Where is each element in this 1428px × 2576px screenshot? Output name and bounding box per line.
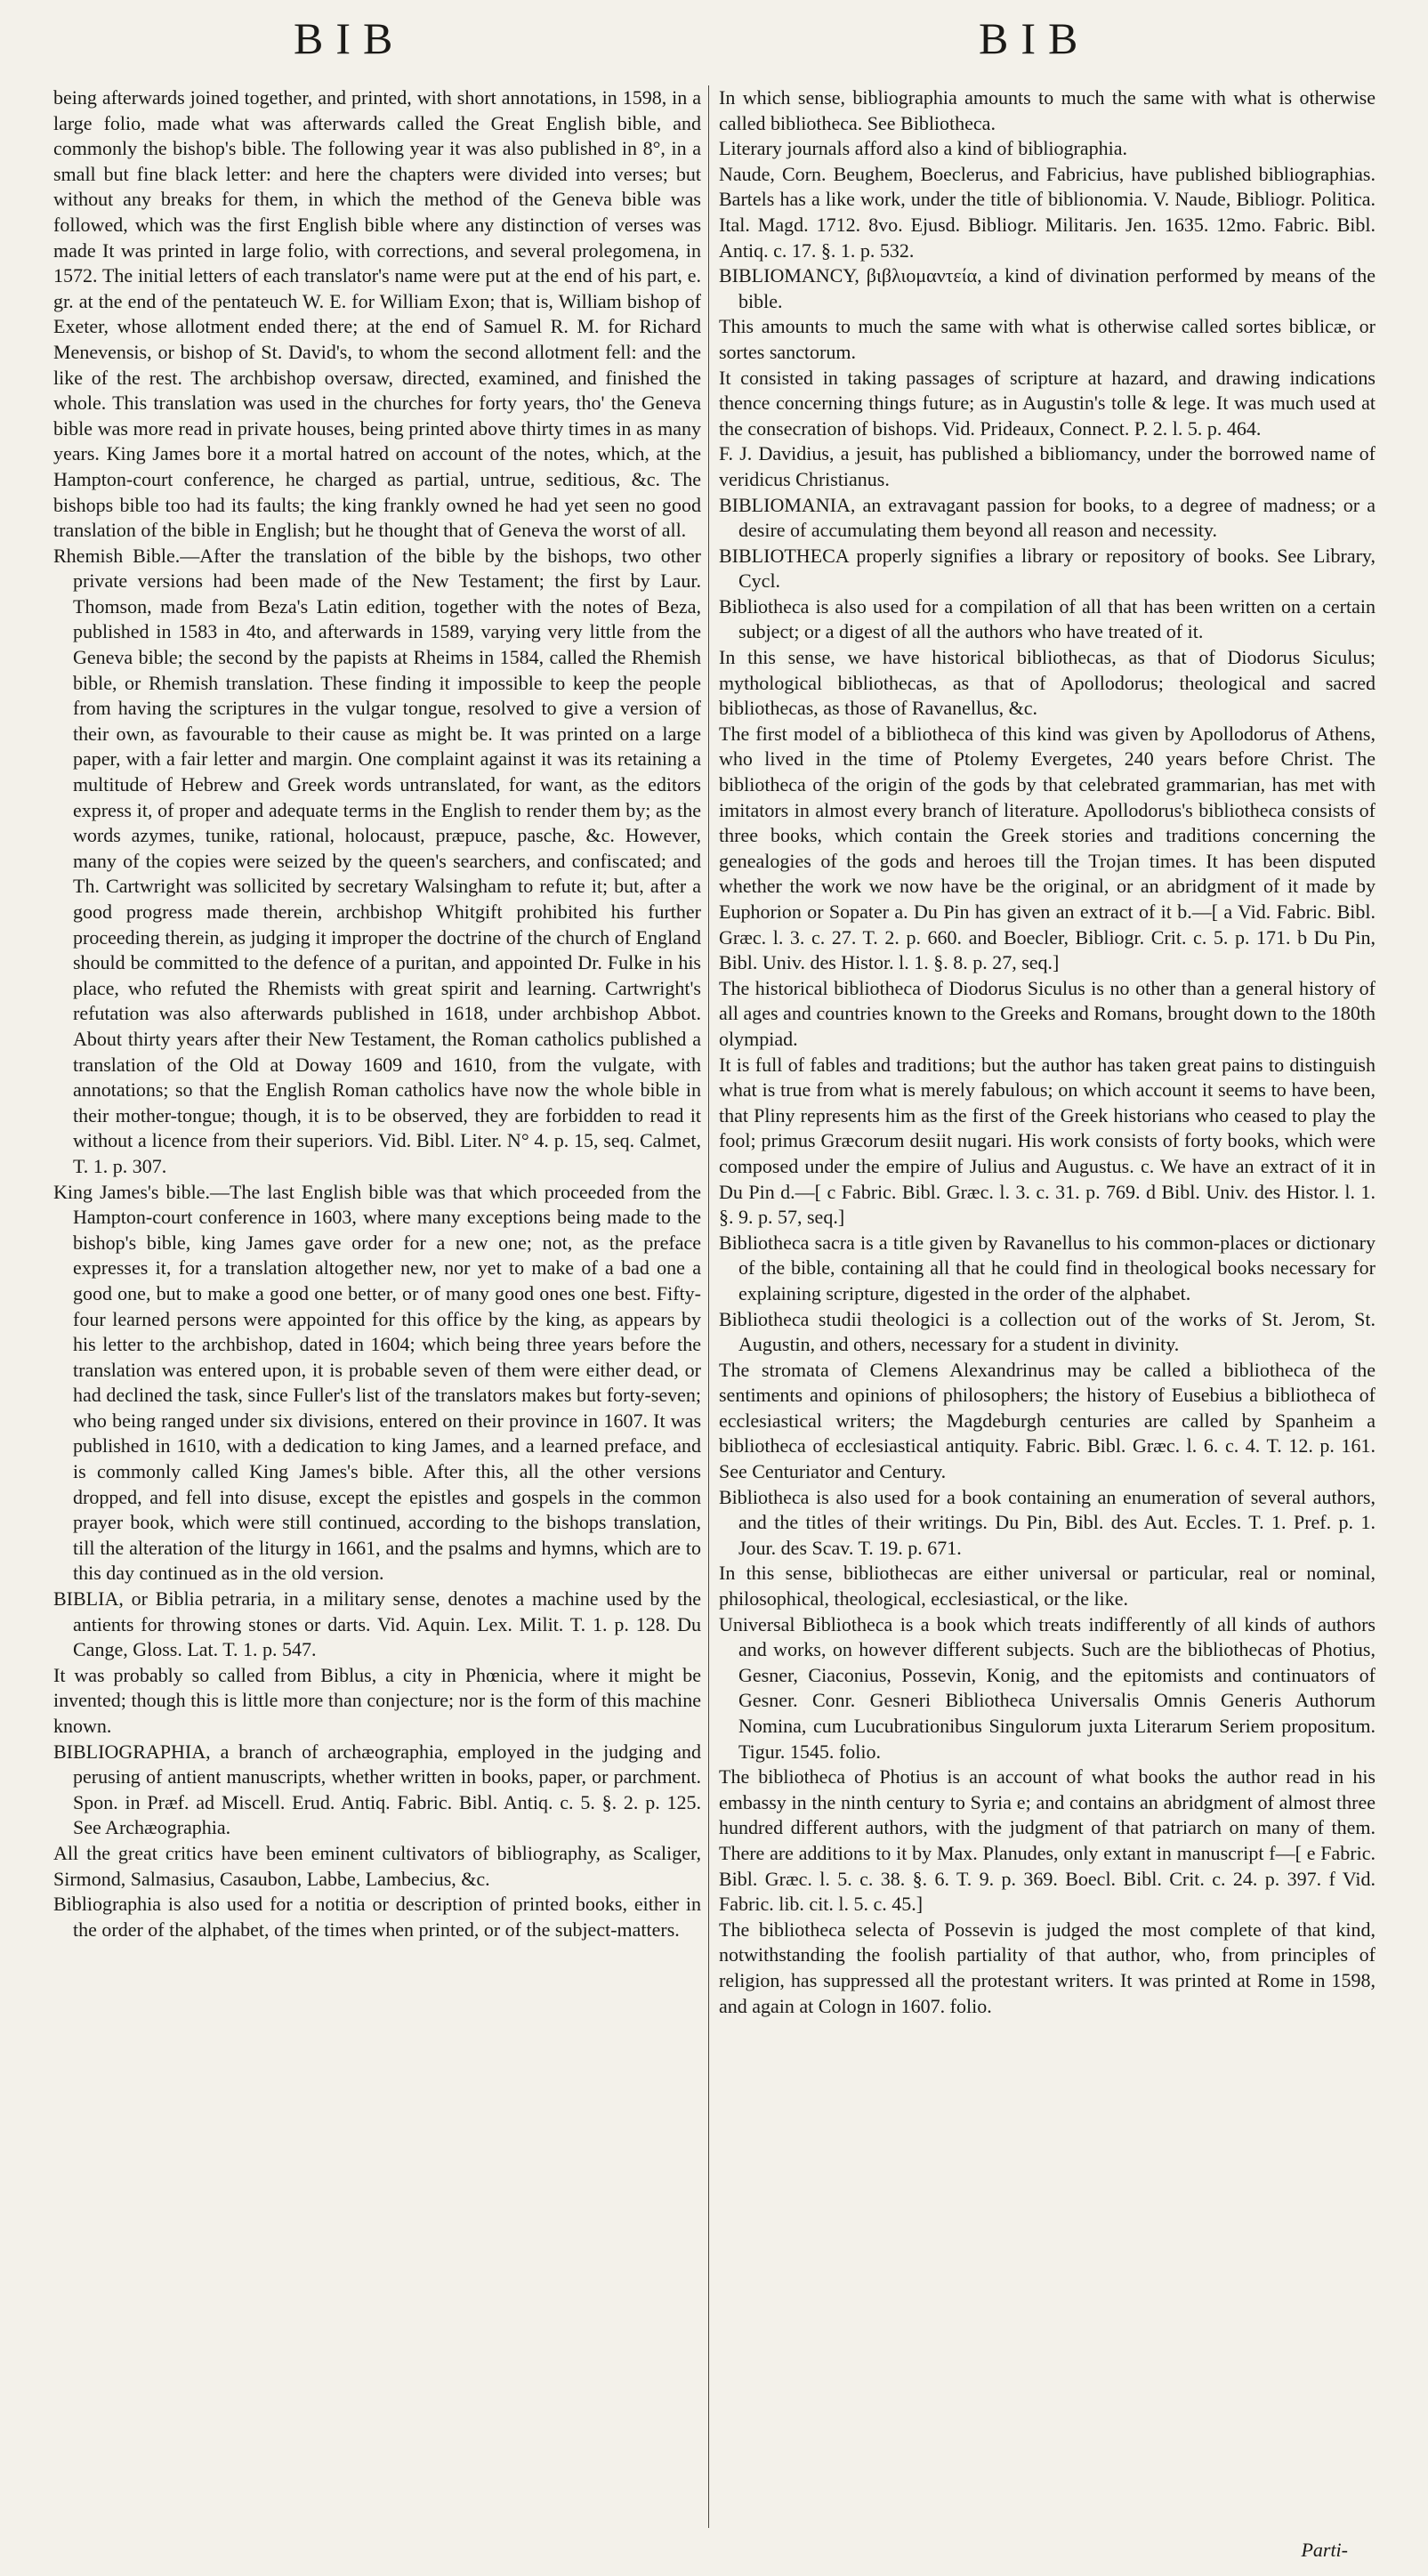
column-divider bbox=[708, 85, 709, 2528]
right-column bbox=[719, 85, 1376, 2550]
paragraph: The first model of a bibliotheca of this kind was given by Apollodorus of Athens, who lived in the time of Ptolemy Evergetes, 240 years before Christ. The bibliotheca of the origin of the gods by that celebrated grammarian, has met with imitators in almost every branch of literature. Apollodorus's bibliotheca consists of three books, which contain the Greek stories and traditions concerning the genealogies of the gods and heroes till the Trojan times. It has been disputed whether the work we now have be the original, or an abridgment of it made by Euphorion or Sopater a. Du Pin has given an extract of it b.—[ a Vid. Fabric. Bibl. Græc. l. 3. c. 27. T. 2. p. 660. and Boecler, Bibliogr. Crit. c. 5. p. 171. b Du Pin, Bibl. Univ. des Histor. l. 1. §. 8. p. 27, seq.] bbox=[719, 722, 1376, 974]
entry-bibliotheca-studii: Bibliotheca studii theologici is a collection out of the works of St. Jerom, St. Augustin, and others, necessary for a student in divinity. bbox=[719, 1307, 1376, 1356]
paragraph: This amounts to much the same with what is otherwise called sortes biblicæ, or sortes sanctorum. bbox=[719, 315, 1376, 363]
entry-bibliotheca: BIBLIOTHECA properly signifies a library or repository of books. See Library, Cycl. bbox=[719, 544, 1376, 593]
paragraph: It consisted in taking passages of scripture at hazard, and drawing indications thence concerning things future; as in Augustin's tolle & lege. It was much used at the consecration of bishops. Vid. Prideaux, Connect. P. 2. l. 5. p. 464. bbox=[719, 366, 1376, 440]
entry-rhemish-bible: Rhemish Bible.—After the translation of the bible by the bishops, two other private versions had been made of the New Testament; the first by Laur. Thomson, made from Beza's Latin edition, together with the notes of Beza, published in 1583 in 4to, and afterwards in 1589, varying very little from the Geneva bible; the second by the papists at Rheims in 1584, called the Rhemish bible, or Rhemish translation. These finding it impossible to keep the people from having the scriptures in the vulgar tongue, resolved to give a version of their own, as favourable to their cause as might be. It was printed on a large paper, with a fair letter and margin. One complaint against it was its retaining a multitude of Hebrew and Greek words untranslated, for want, as the editors express it, of proper and adequate terms in the English to render them by; as the words azymes, tunike, rational, holocaust, præpuce, pasche, &c. However, many of the copies were seized by the queen's searchers, and confiscated; and Th. Cartwright was sollicited by secretary Walsingham to refute it; but, after a good progress made therein, archbishop Whitgift prohibited his further proceeding therein, as judging it improper the doctrine of the church of England should be committed to the defence of a puritan, and appointed Dr. Fulke in his place, who refuted the Rhemists with great spirit and learning. Cartwright's refutation was also afterwards published in 1618, under archbishop Abbot. About thirty years after their New Testament, the Roman catholics published a translation of the Old at Doway 1609 and 1610, from the vulgate, with annotations; so that the English Roman catholics have now the whole bible in their mother-tongue; though, it is to be observed, they are forbidden to read it without a licence from their superiors. Vid. Bibl. Liter. N° 4. p. 15, seq. Calmet, T. 1. p. 307. bbox=[53, 544, 701, 1177]
paragraph: All the great critics have been eminent cultivators of bibliography, as Scaliger, Sirmond, Salmasius, Casaubon, Labbe, Lambecius, &c. bbox=[53, 1841, 701, 1890]
paragraph: In this sense, we have historical bibliothecas, as that of Diodorus Siculus; mythological bibliothecas, as that of Apollodorus; theological and sacred bibliothecas, as those of Ravanellus, &c. bbox=[719, 646, 1376, 720]
paragraph: The bibliotheca of Photius is an account of what books the author read in his embassy in the ninth century to Syria e; and contains an abridgment of almost three hundred different authors, with the judgment of that patriarch on many of them. There are additions to it by Max. Planudes, only extant in manuscript f—[ e Fabric. Bibl. Græc. l. 5. c. 38. §. 6. T. 9. p. 369. Boecl. Bibl. Crit. c. 24. p. 397. f Vid. Fabric. lib. cit. l. 5. c. 45.] bbox=[719, 1765, 1376, 1916]
entry-universal-bibliotheca: Universal Bibliotheca is a book which treats indifferently of all kinds of authors and works, on however different subjects. Such are the bibliothecas of Photius, Gesner, Ciaconius, Possevin, Konig, and the epitomists and continuators of Gesner. Conr. Gesneri Bibliotheca Universalis Omnis Generis Authorum Nomina, cum Lucubrationibus Singulorum juxta Literarum Seriem propositum. Tigur. 1545. folio. bbox=[719, 1612, 1376, 1763]
paragraph: being afterwards joined together, and printed, with short annotations, in 1598, in a large folio, made what was afterwards called the Great English bible, and commonly the bishop's bible. The following year it was also published in 8°, in a small but fine black letter: and here the chapters were divided into verses; but without any breaks for them, in which the method of the Geneva bible was followed, which was the first English bible where any distinction of verses was made It was printed in large folio, with corrections, and several prolegomena, in 1572. The initial letters of each translator's name were put at the end of his part, e. gr. at the end of the pentateuch W. E. for William Exon; that is, William bishop of Exeter, whose allotment ended there; at the end of Samuel R. M. for Richard Menevensis, or bishop of St. David's, to whom the second allotment fell: and the like of the rest. The archbishop oversaw, directed, examined, and finished the whole. This translation was used in the churches for forty years, tho' the Geneva bible was more read in private houses, being printed above thirty times in as many years. King James bore it a mortal hatred on account of the notes, which, at the Hampton-court conference, he charged as partial, untrue, seditious, &c. The bishops bible too had its faults; the king frankly owned he had yet seen no good translation of the bible in English; but he thought that of Geneva the worst of all. bbox=[53, 86, 701, 542]
running-head-right: BIB bbox=[979, 13, 1091, 63]
entry-bibliographia-notitia: Bibliographia is also used for a notitia or description of printed books, either in the order of the alphabet, of the times when printed, or of the subject-matters. bbox=[53, 1893, 701, 1941]
entry-king-james-bible: King James's bible.—The last English bible was that which proceeded from the Hampton-court conference in 1603, where many exceptions being made to the bishop's bible, king James gave order for a new one; not, as the preface expresses it, for a translation altogether new, nor yet to make of a bad one a good one, but to make a good one better, or of many good ones one best. Fifty-four learned persons were appointed for this office by the king, as appears by his letter to the archbishop, dated in 1604; which being three years before the translation was entered upon, it is probable seven of them were either dead, or had declined the task, since Fuller's list of the translators makes but forty-seven; who being ranged under six divisions, entered on their province in 1607. It was published in 1610, with a dedication to king James, and a learned preface, and is commonly called King James's bible. After this, all the other versions dropped, and fell into disuse, except the epistles and gospels in the common prayer book, which were still continued, according to the bishops translation, till the alteration of the liturgy in 1661, and the psalms and hymns, which are to this day continued as in the old version. bbox=[53, 1180, 701, 1585]
paragraph: It was probably so called from Biblus, a city in Phœnicia, where it might be invented; though this is little more than conjecture; nor is the form of this machine known. bbox=[53, 1663, 701, 1737]
entry-bibliotheca-sacra: Bibliotheca sacra is a title given by Ravanellus to his common-places or dictionary of the bible, containing all that he could find in theological books necessary for explaining scripture, digested in the order of the alphabet. bbox=[719, 1231, 1376, 1304]
entry-bibliotheca-compilation: Bibliotheca is also used for a compilation of all that has been written on a certain subject; or a digest of all the authors who have treated of it. bbox=[719, 594, 1376, 643]
running-head-left: BIB bbox=[294, 13, 406, 63]
paragraph: The stromata of Clemens Alexandrinus may be called a bibliotheca of the sentiments and opinions of philosophers; the history of Eusebius a bibliotheca of ecclesiastical writers; the Magdeburgh centuries are called by Spanheim a bibliotheca of ecclesiastical antiquity. Fabric. Bibl. Græc. l. 6. c. 4. T. 12. p. 161. See Centuriator and Century. bbox=[719, 1358, 1376, 1483]
entry-biblia: BIBLIA, or Biblia petraria, in a military sense, denotes a machine used by the antients for throwing stones or darts. Vid. Aquin. Lex. Milit. T. 1. p. 128. Du Cange, Gloss. Lat. T. 1. p. 547. bbox=[53, 1587, 701, 1661]
catchword: Parti- bbox=[1301, 2539, 1348, 2561]
left-column bbox=[53, 85, 701, 2550]
paragraph: F. J. Davidius, a jesuit, has published a bibliomancy, under the borrowed name of veridicus Christianus. bbox=[719, 442, 1376, 490]
paragraph: The historical bibliotheca of Diodorus Siculus is no other than a general history of all ages and countries known to the Greeks and Romans, brought down to the 180th olympiad. bbox=[719, 976, 1376, 1050]
paragraph: In this sense, bibliothecas are either universal or particular, real or nominal, philosophical, theological, ecclesiastical, or the like. bbox=[719, 1562, 1376, 1611]
entry-bibliographia: BIBLIOGRAPHIA, a branch of archæographia, employed in the judging and perusing of antient manuscripts, whether written in books, paper, or parchment. Spon. in Præf. ad Miscell. Erud. Antiq. Fabric. Bibl. Antiq. c. 5. §. 2. p. 125. See Archæographia. bbox=[53, 1740, 701, 1839]
paragraph: Naude, Corn. Beughem, Boeclerus, and Fabricius, have published bibliographias. Bartels has a like work, under the title of biblionomia. V. Naude, Bibliogr. Politica. Ital. Magd. 1712. 8vo. Ejusd. Bibliogr. Militaris. Jen. 1635. 12mo. Fabric. Bibl. Antiq. c. 17. §. 1. p. 532. bbox=[719, 162, 1376, 262]
paragraph: It is full of fables and traditions; but the author has taken great pains to distinguish what is true from what is merely fabulous; on which account it seems to have been, that Pliny represents him as the first of the Greek historians who ceased to play the fool; primus Græcorum desiit nugari. His work consists of forty books, which were composed under the empire of Julius and Augustus. c. We have an extract of it in Du Pin d.—[ c Fabric. Bibl. Græc. l. 3. c. 31. p. 769. d Bibl. Univ. des Histor. l. 1. §. 9. p. 57, seq.] bbox=[719, 1053, 1376, 1229]
entry-bibliotheca-enumeration: Bibliotheca is also used for a book containing an enumeration of several authors, and the titles of their writings. Du Pin, Bibl. des Aut. Eccles. T. 1. Pref. p. 1. Jour. des Scav. T. 19. p. 671. bbox=[719, 1485, 1376, 1559]
paragraph: The bibliotheca selecta of Possevin is judged the most complete of that kind, notwithstanding the foolish partiality of that author, who, from principles of religion, has suppressed all the protestant writers. It was printed at Rome in 1598, and again at Cologn in 1607. folio. bbox=[719, 1918, 1376, 2017]
entry-bibliomancy: BIBLIOMANCY, βιβλιομαντεία, a kind of divination performed by means of the bible. bbox=[719, 264, 1376, 312]
entry-bibliomania: BIBLIOMANIA, an extravagant passion for books, to a degree of madness; or a desire of accumulating them beyond all reason and necessity. bbox=[719, 493, 1376, 542]
paragraph: In which sense, bibliographia amounts to much the same with what is otherwise called bibliotheca. See Bibliotheca. bbox=[719, 86, 1376, 134]
paragraph: Literary journals afford also a kind of bibliographia. bbox=[719, 137, 1128, 160]
